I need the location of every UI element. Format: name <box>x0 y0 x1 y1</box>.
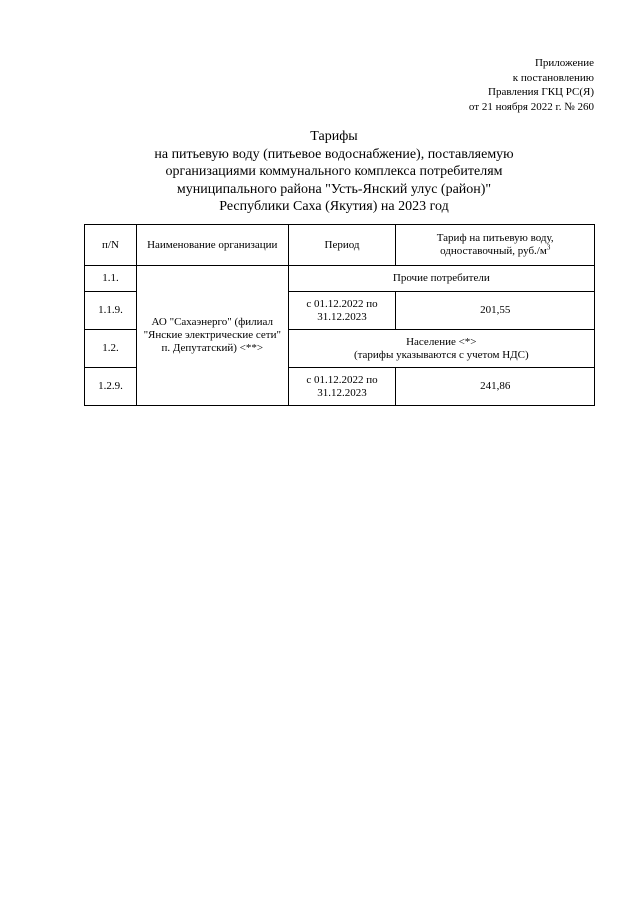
row-num: 1.2.9. <box>85 368 137 406</box>
category-line: (тарифы указываются с учетом НДС) <box>353 348 529 361</box>
row-num: 1.2. <box>85 330 137 368</box>
header-period: Период <box>288 225 396 266</box>
row-num: 1.1. <box>85 266 137 292</box>
header-tariff-text: Тариф на питьевую воду, одноставочный, руб./м <box>436 232 554 257</box>
category-cell <box>288 330 594 368</box>
title-line: на питьевую воду (питьевое водоснабжение), поставляемую <box>154 146 514 162</box>
table-row <box>85 266 595 292</box>
period-cell: с 01.12.2022 по 31.12.2023 <box>288 368 396 406</box>
title-line: Республики Саха (Якутия) на 2023 год <box>219 199 449 214</box>
title-line: организациями коммунального комплекса потребителям <box>165 164 503 179</box>
header-tariff <box>396 225 595 266</box>
tariff-cell: 201,55 <box>396 292 595 330</box>
category-cell: Прочие потребители <box>288 266 594 292</box>
title-line: муниципального района "Усть-Янский улус (район)" <box>176 181 492 197</box>
organization-cell: АО "Сахаэнерго" (филиал "Янские электрические сети" п. Депутатский) <**> <box>136 266 288 406</box>
appendix-line: Приложение <box>534 57 594 69</box>
appendix-header <box>469 56 594 114</box>
tariff-table <box>84 224 595 406</box>
table-header-row <box>85 225 595 266</box>
period-cell: с 01.12.2022 по 31.12.2023 <box>288 292 396 330</box>
row-num: 1.1.9. <box>85 292 137 330</box>
tariff-cell: 241,86 <box>396 368 595 406</box>
appendix-line: от 21 ноября 2022 г. № 260 <box>468 100 594 113</box>
document-title <box>0 128 640 216</box>
title-line: Тарифы <box>310 129 358 144</box>
appendix-line: к постановлению <box>512 71 594 84</box>
header-tariff-sup: 3 <box>546 243 551 252</box>
category-line: Население <*> <box>406 335 477 348</box>
header-organization: Наименование организации <box>136 225 288 266</box>
header-num: п/N <box>85 225 137 266</box>
appendix-line: Правления ГКЦ РС(Я) <box>488 86 594 98</box>
